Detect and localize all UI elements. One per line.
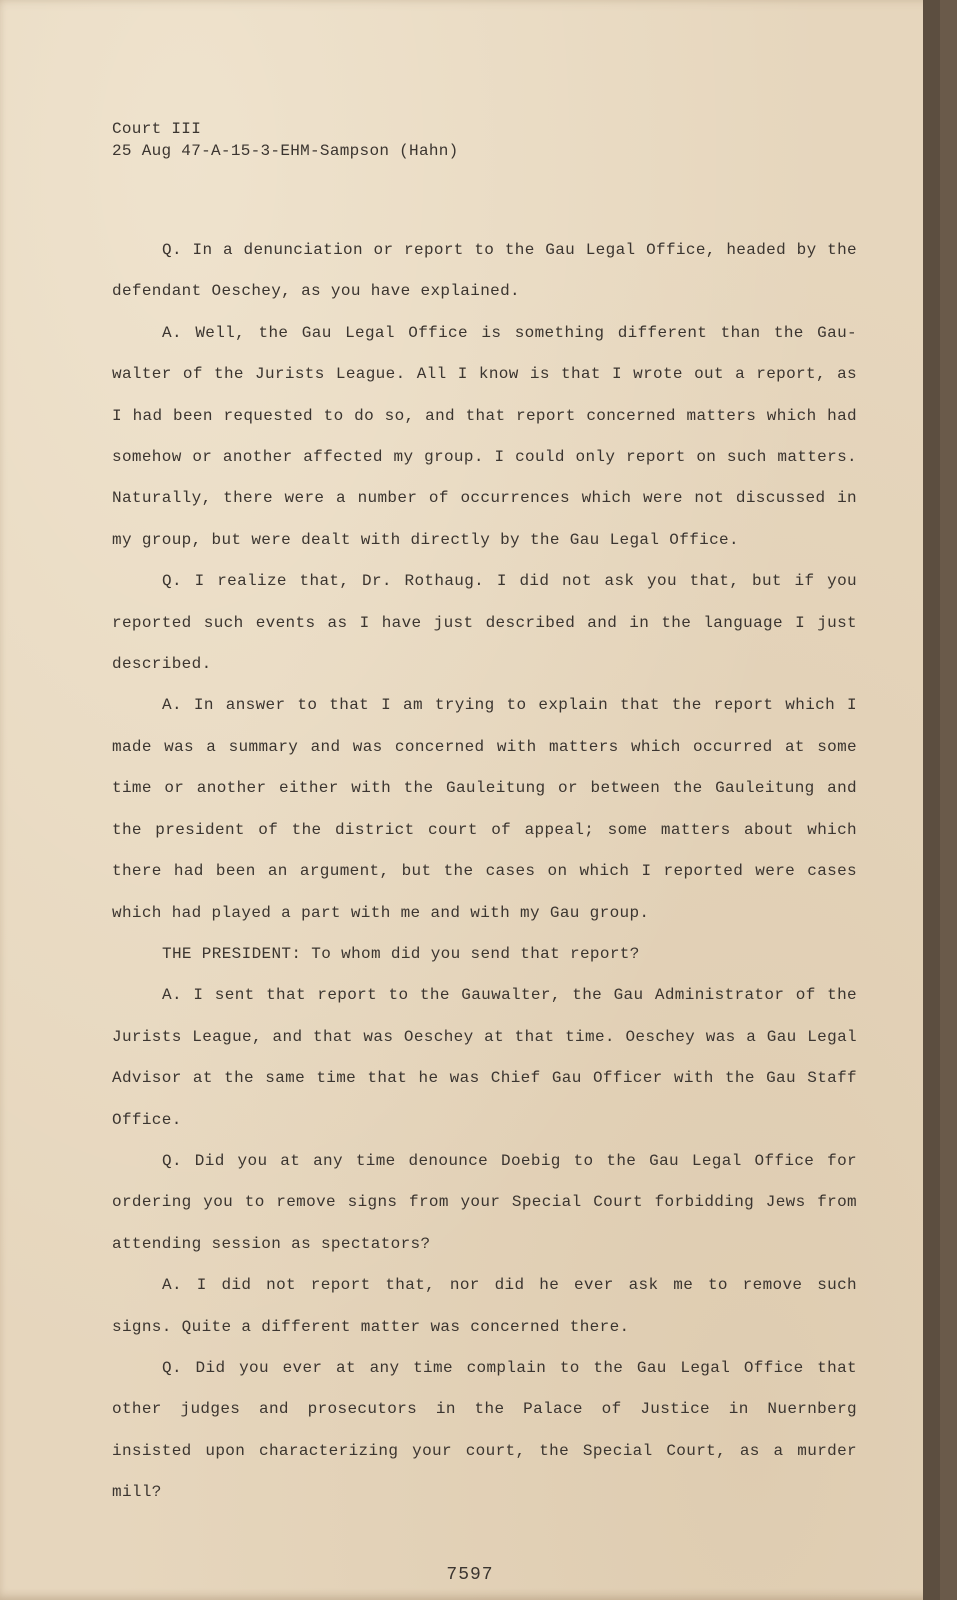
transcript-body xyxy=(112,230,857,1514)
page-number: 7597 xyxy=(446,1565,494,1585)
transcript-paragraph: Q. Did you ever at any time complain to the Gau Legal Office that other judges and prosecutors in the Palace of Justice in Nuernberg insisted upon characterizing your court, the Special Court, as a murder mill? xyxy=(112,1358,857,1502)
court-label: Court III xyxy=(112,120,202,138)
transcript-reference: 25 Aug 47-A-15-3-EHM-Sampson (Hahn) xyxy=(112,142,459,160)
transcript-paragraph: THE PRESIDENT: To whom did you send that report? xyxy=(162,944,640,963)
transcript-paragraph: A. In answer to that I am trying to explain that the report which I made was a summary and was concerned with matters which occurred at some time or another either with the Gauleitung or between the Gauleitung and the president of the district court of appeal; some matters about which there had been an argument, but the cases on which I reported were cases which had played a part with me and with my Gau group. xyxy=(112,696,857,922)
transcript-paragraph: Q. In a denunciation or report to the Gau Legal Office, headed by the defendant Oeschey, as you have explained. xyxy=(112,241,857,301)
page-edge xyxy=(923,0,940,1600)
document-header xyxy=(112,118,459,162)
transcript-paragraph: A. Well, the Gau Legal Office is something different than the Gau-walter of the Jurists League. All I know is that I wrote out a report, as I had been requested to do so, and that report concerned matters which had somehow or another affected my group. I could only report on such matters. Naturally, there were a number of occurrences which were not discussed in my group, but were dealt with directly by the Gau Legal Office. xyxy=(112,323,857,549)
transcript-paragraph: A. I sent that report to the Gauwalter, the Gau Administrator of the Jurists League, and that was Oeschey at that time. Oeschey was a Gau Legal Advisor at the same time that he was Chief Gau Officer with the Gau Staff Office. xyxy=(112,986,857,1129)
transcript-paragraph: A. I did not report that, nor did he ever ask me to remove such signs. Quite a different matter was concerned there. xyxy=(112,1276,857,1336)
transcript-paragraph: Q. Did you at any time denounce Doebig to the Gau Legal Office for ordering you to remove signs from your Special Court forbidding Jews from attending session as spectators? xyxy=(112,1151,857,1253)
transcript-paragraph: Q. I realize that, Dr. Rothaug. I did not ask you that, but if you reported such events as I have just described and in the language I just described. xyxy=(112,572,857,674)
